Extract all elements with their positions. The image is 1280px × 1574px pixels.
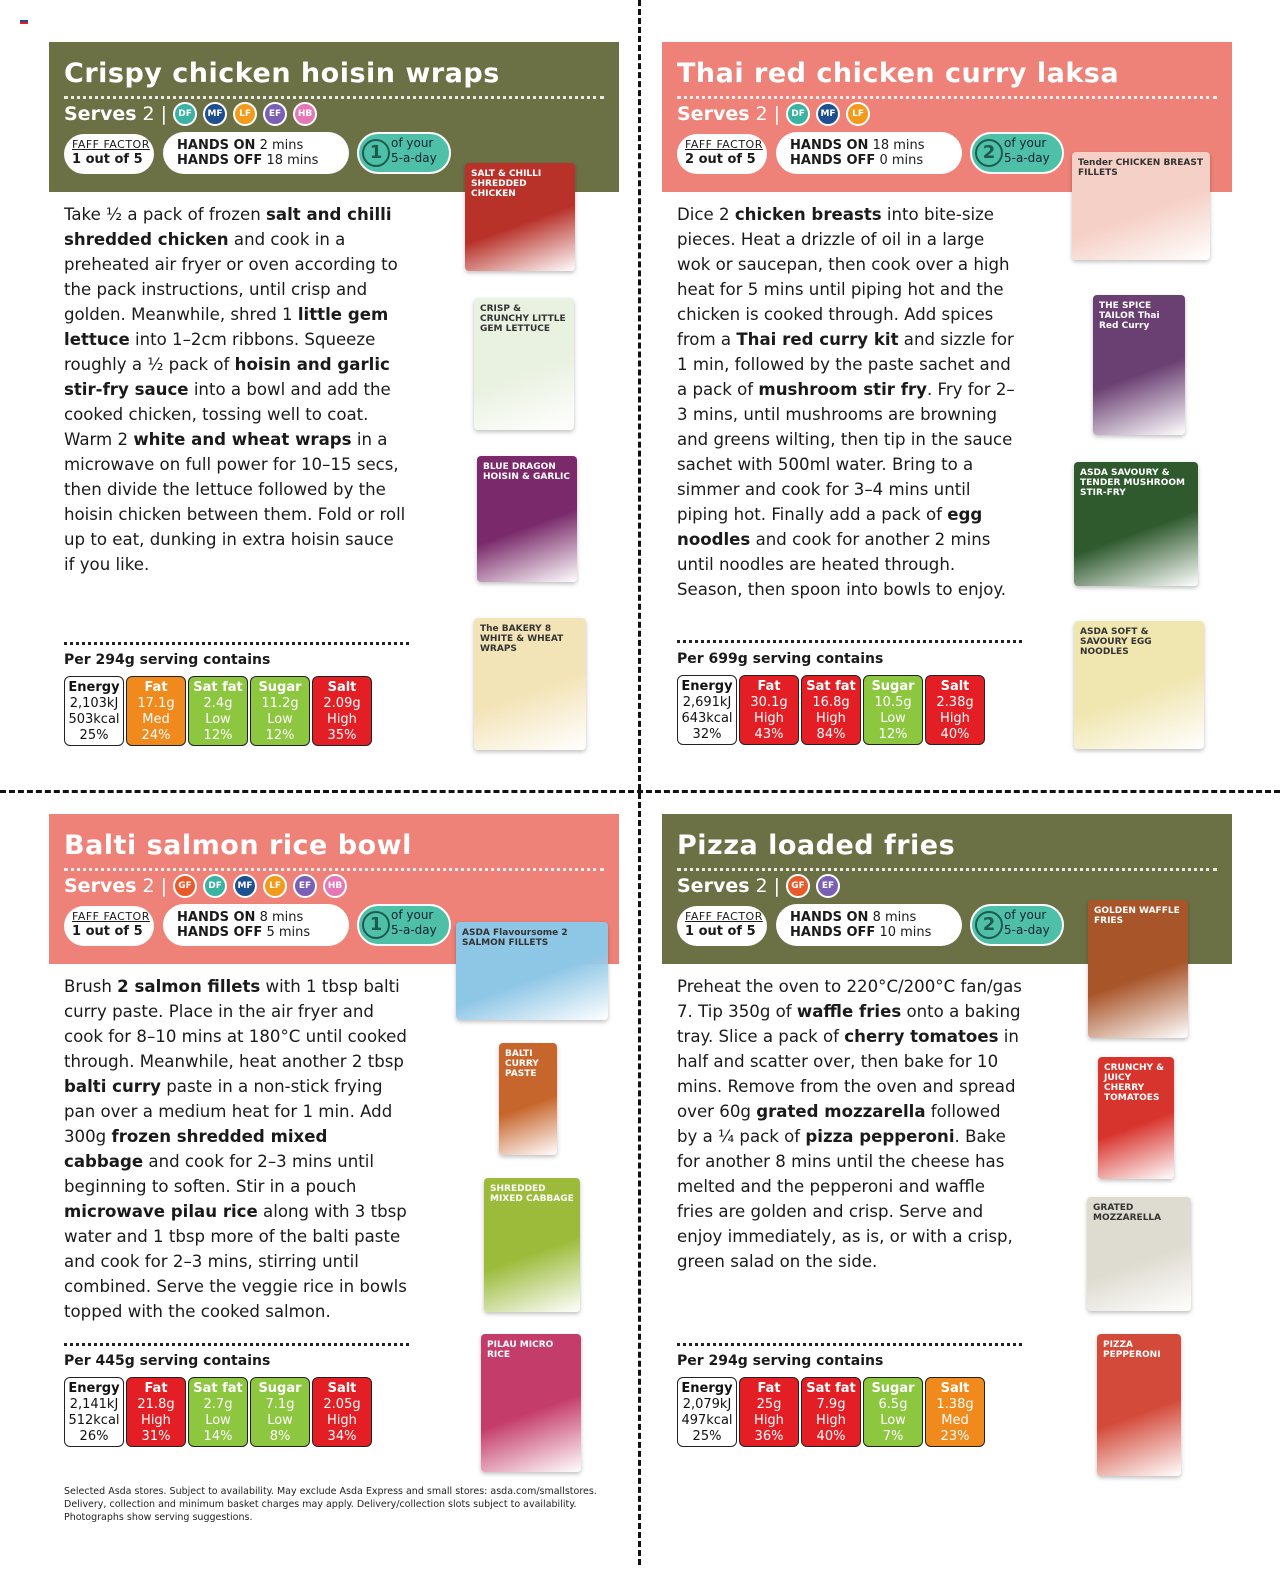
diet-badge-ef: EF (263, 102, 287, 126)
separator: | (773, 875, 781, 897)
product-image (1093, 295, 1185, 435)
divider (677, 96, 1217, 99)
product-label: ASDA SAVOURY & TENDER MUSHROOM STIR-FRY (1080, 468, 1185, 498)
nutrition-table (64, 676, 374, 746)
method-text: followed by a ¼ pack of (677, 1102, 1001, 1146)
serves-count: 2 (755, 103, 768, 125)
method-ingredient: balti curry (64, 1077, 161, 1096)
product-label: Tender CHICKEN BREAST FILLETS (1078, 158, 1203, 178)
vertical-cut-line (638, 0, 641, 1565)
serves-row (677, 874, 846, 898)
nutrition-divider (677, 1343, 1022, 1346)
product-image (474, 618, 586, 750)
diet-badge-ef: EF (816, 874, 840, 898)
serves-row (677, 102, 876, 126)
nutrition-salt: Salt 2.38g High 40% (925, 675, 985, 745)
recipe-title: Crispy chicken hoisin wraps (64, 58, 500, 89)
serves-label: Serves (64, 875, 137, 897)
product-label: CRUNCHY & JUICY CHERRY TOMATOES (1104, 1063, 1165, 1103)
nutrition-fat: Fat 25g High 36% (739, 1377, 799, 1447)
nutrition-table (64, 1377, 374, 1447)
faff-factor: FAFF FACTOR 1 out of 5 (64, 134, 154, 174)
product-image (1097, 1334, 1181, 1476)
faff-factor: FAFF FACTOR 1 out of 5 (64, 906, 154, 946)
nutrition-energy: Energy 2,103kJ 503kcal 25% (64, 676, 124, 746)
method-ingredient: mushroom stir fry (758, 380, 927, 399)
nutrition-salt: Salt 1.38g Med 23% (925, 1377, 985, 1447)
nutrition-energy: Energy 2,141kJ 512kcal 26% (64, 1377, 124, 1447)
product-image (499, 1043, 557, 1155)
product-label: CRISP & CRUNCHY LITTLE GEM LETTUCE (480, 304, 566, 334)
product-label: ASDA Flavoursome 2 SALMON FILLETS (462, 928, 568, 948)
recipe-title: Pizza loaded fries (677, 830, 956, 861)
divider (677, 868, 1217, 871)
recipe-title: Thai red chicken curry laksa (677, 58, 1120, 89)
nutrition-sat-fat: Sat fat 2.7g Low 14% (188, 1377, 248, 1447)
method-text: and cook for another 2 mins until noodles are heated through. Season, then spoon into bowls to enjoy. (677, 530, 1007, 599)
nutrition-label: Per 294g serving contains (677, 1353, 884, 1369)
method-ingredient: frozen shredded mixed cabbage (64, 1127, 328, 1171)
nutrition-fat: Fat 17.1g Med 24% (126, 676, 186, 746)
method-text: . Bake for another 8 mins until the cheese has melted and the pepperoni and waffle fries are golden and crisp. Serve and enjoy immediately, as is, or with a crisp, green salad on the side. (677, 1127, 1013, 1271)
method-text: Preheat the oven to 220°C/200°C fan/gas 7. Tip 350g of (677, 977, 1022, 1021)
faff-factor: FAFF FACTOR 2 out of 5 (677, 134, 767, 174)
method-text: Take ½ a pack of frozen (64, 205, 266, 224)
divider (64, 868, 604, 871)
nutrition-fat: Fat 30.1g High 43% (739, 675, 799, 745)
method-text: Brush (64, 977, 118, 996)
recipe-title: Balti salmon rice bowl (64, 830, 412, 861)
diet-badge-lf: LF (846, 102, 870, 126)
method-text-block (64, 202, 409, 577)
method-ingredient: microwave pilau rice (64, 1202, 258, 1221)
diet-badge-gf: GF (173, 874, 197, 898)
diet-badge-ef: EF (293, 874, 317, 898)
nutrition-label: Per 699g serving contains (677, 651, 884, 667)
hands-times: HANDS ON 8 mins HANDS OFF 5 mins (163, 904, 349, 946)
method-text: into bite-size pieces. Heat a drizzle of oil in a large wok or saucepan, then cook over a high heat for 5 mins until piping hot and the chicken is cooked through. Add spices from a (677, 205, 1010, 349)
method-text: Dice 2 (677, 205, 735, 224)
serves-count: 2 (142, 875, 155, 897)
method-ingredient: pizza pepperoni (805, 1127, 955, 1146)
method-ingredient: waffle fries (796, 1002, 902, 1021)
method-text: into a bowl and add the cooked chicken, tossing well to coat. Warm 2 (64, 380, 391, 449)
diet-badge-lf: LF (263, 874, 287, 898)
product-label: PILAU MICRO RICE (487, 1340, 554, 1360)
faff-factor: FAFF FACTOR 1 out of 5 (677, 906, 767, 946)
diet-badge-gf: GF (786, 874, 810, 898)
method-ingredient: salt and chilli shredded chicken (64, 205, 392, 249)
method-text: and cook in a preheated air fryer or oven according to the pack instructions, until crisp and golden. Meanwhile, shred 1 (64, 230, 398, 324)
method-text-block (677, 974, 1022, 1274)
diet-badge-df: DF (173, 102, 197, 126)
nutrition-label: Per 445g serving contains (64, 1353, 271, 1369)
serves-label: Serves (677, 103, 750, 125)
product-image (474, 298, 574, 430)
method-text-block (677, 202, 1022, 602)
diet-badge-hb: HB (323, 874, 347, 898)
diet-badge-mf: MF (203, 102, 227, 126)
nutrition-sugar: Sugar 7.1g Low 8% (250, 1377, 310, 1447)
product-label: BALTI CURRY PASTE (505, 1049, 539, 1079)
nutrition-sat-fat: Sat fat 16.8g High 84% (801, 675, 861, 745)
method-text: and sizzle for 1 min, followed by the paste sachet and a pack of (677, 330, 1014, 399)
product-label: The BAKERY 8 WHITE & WHEAT WRAPS (480, 624, 564, 654)
nutrition-sugar: Sugar 6.5g Low 7% (863, 1377, 923, 1447)
product-label: GOLDEN WAFFLE FRIES (1094, 906, 1180, 926)
serves-row (64, 874, 353, 898)
nutrition-sugar: Sugar 11.2g Low 12% (250, 676, 310, 746)
method-text: with 1 tbsp balti curry paste. Place in the air fryer and cook for 8–10 mins at 180°C until cooked through. Meanwhile, heat another 2 tbsp (64, 977, 407, 1071)
product-image (465, 163, 575, 271)
product-label: BLUE DRAGON HOISIN & GARLIC (483, 462, 570, 482)
method-text-block (64, 974, 409, 1324)
serves-count: 2 (142, 103, 155, 125)
method-ingredient: little gem lettuce (64, 305, 389, 349)
five-a-day-badge: 2 of your 5-a-day (970, 132, 1064, 174)
method-text: paste in a non-stick frying pan over a medium heat for 1 min. Add 300g (64, 1077, 393, 1146)
product-label: ASDA SOFT & SAVOURY EGG NOODLES (1080, 627, 1152, 657)
serves-count: 2 (755, 875, 768, 897)
nutrition-salt: Salt 2.05g High 34% (312, 1377, 372, 1447)
five-a-day-badge: 2 of your 5-a-day (970, 904, 1064, 946)
nutrition-fat: Fat 21.8g High 31% (126, 1377, 186, 1447)
separator: | (773, 103, 781, 125)
separator: | (160, 103, 168, 125)
product-image (1098, 1057, 1174, 1179)
nutrition-divider (64, 1343, 409, 1346)
divider (64, 96, 604, 99)
diet-badge-hb: HB (293, 102, 317, 126)
method-text: in a microwave on full power for 10–15 secs, then divide the lettuce followed by the hoisin chicken between them. Fold or roll up to eat, dunking in extra hoisin sauce if you like. (64, 430, 406, 574)
product-image (477, 456, 577, 582)
nutrition-sat-fat: Sat fat 2.4g Low 12% (188, 676, 248, 746)
diet-badge-mf: MF (233, 874, 257, 898)
method-text: into 1–2cm ribbons. Squeeze roughly a ½ pack of (64, 330, 376, 374)
nutrition-energy: Energy 2,079kJ 497kcal 25% (677, 1377, 737, 1447)
five-a-day-badge: 1 of your 5-a-day (357, 904, 451, 946)
five-a-day-badge: 1 of your 5-a-day (357, 132, 451, 174)
product-image (1087, 1197, 1191, 1311)
product-label: SHREDDED MIXED CABBAGE (490, 1184, 574, 1204)
serves-label: Serves (677, 875, 750, 897)
method-ingredient: hoisin and garlic stir-fry sauce (64, 355, 390, 399)
product-image (1074, 621, 1204, 749)
serves-row (64, 102, 323, 126)
method-ingredient: Thai red curry kit (736, 330, 899, 349)
nutrition-table (677, 1377, 987, 1447)
diet-badge-df: DF (203, 874, 227, 898)
method-text: onto a baking tray. Slice a pack of (677, 1002, 1021, 1046)
product-image (1072, 152, 1210, 260)
hands-times: HANDS ON 18 mins HANDS OFF 0 mins (776, 132, 962, 174)
corner-mark (20, 20, 28, 26)
hands-times: HANDS ON 2 mins HANDS OFF 18 mins (163, 132, 349, 174)
diet-badge-lf: LF (233, 102, 257, 126)
nutrition-sat-fat: Sat fat 7.9g High 40% (801, 1377, 861, 1447)
method-ingredient: egg noodles (677, 505, 983, 549)
nutrition-label: Per 294g serving contains (64, 652, 271, 668)
method-ingredient: cherry tomatoes (844, 1027, 999, 1046)
product-image (1074, 462, 1198, 586)
nutrition-divider (677, 640, 1022, 643)
product-label: THE SPICE TAILOR Thai Red Curry (1099, 301, 1160, 331)
legal-disclaimer: Selected Asda stores. Subject to availability. May exclude Asda Express and small stores: asda.com/smallstores. Delivery, collection and minimum basket charges may apply. Delivery/collection slots subject to availability. Photographs show serving suggestions. (64, 1486, 597, 1523)
product-image (484, 1178, 580, 1312)
product-label: PIZZA PEPPERONI (1103, 1340, 1161, 1360)
diet-badge-df: DF (786, 102, 810, 126)
separator: | (160, 875, 168, 897)
nutrition-salt: Salt 2.09g High 35% (312, 676, 372, 746)
method-ingredient: grated mozzarella (756, 1102, 926, 1121)
nutrition-energy: Energy 2,691kJ 643kcal 32% (677, 675, 737, 745)
product-image (481, 1334, 581, 1472)
method-ingredient: white and wheat wraps (133, 430, 352, 449)
product-image (456, 922, 608, 1020)
method-ingredient: 2 salmon fillets (117, 977, 261, 996)
nutrition-sugar: Sugar 10.5g Low 12% (863, 675, 923, 745)
method-text: along with 3 tbsp water and 1 tbsp more of the balti paste and cook for 2–3 mins, stirring until combined. Serve the veggie rice in bowls topped with the cooked salmon. (64, 1202, 407, 1321)
product-image (1088, 900, 1188, 1038)
method-text: . Fry for 2–3 mins, until mushrooms are browning and greens wilting, then tip in the sauce sachet with 500ml water. Bring to a simmer and cook for 3–4 mins until piping hot. Finally add a pack of (677, 380, 1015, 524)
serves-label: Serves (64, 103, 137, 125)
method-text: in half and scatter over, then bake for 10 mins. Remove from the oven and spread over 60g (677, 1027, 1019, 1121)
method-text: and cook for 2–3 mins until beginning to soften. Stir in a pouch (64, 1152, 374, 1196)
product-label: SALT & CHILLI SHREDDED CHICKEN (471, 169, 542, 199)
product-label: GRATED MOZZARELLA (1093, 1203, 1162, 1223)
nutrition-divider (64, 642, 409, 645)
nutrition-table (677, 675, 987, 745)
method-ingredient: chicken breasts (734, 205, 882, 224)
diet-badge-mf: MF (816, 102, 840, 126)
hands-times: HANDS ON 8 mins HANDS OFF 10 mins (776, 904, 962, 946)
